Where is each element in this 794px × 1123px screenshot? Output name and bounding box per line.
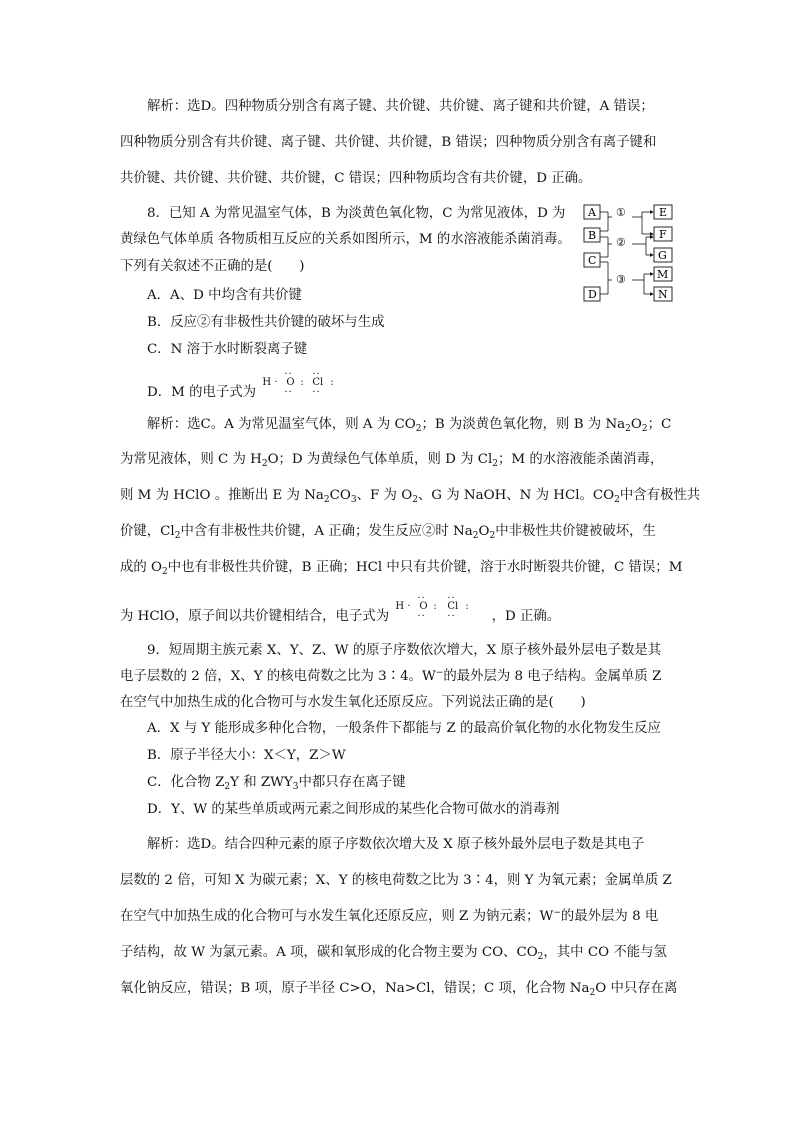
reaction-1-lines	[600, 212, 653, 234]
q9-option-d: D．Y、W 的某些单质或两元素之间形成的某些化合物可做水的消毒剂	[147, 802, 560, 817]
reaction-3-label: ③	[616, 273, 626, 286]
q9-stem-1: 9．短周期主族元素 X、Y、Z、W 的原子序数依次增大，X 原子核外最外层电子数是其	[147, 643, 662, 658]
reaction-2-label: ②	[616, 236, 626, 249]
q9-stem-2: 电子层数的 2 倍，X、Y 的核电荷数之比为 3∶4。W−的最外层为 8 电子结构。金属单质 Z	[120, 668, 662, 684]
node-b-label: B	[588, 229, 597, 242]
a8-line-5: 成的 $O_2$中也有非极性共价键，B 正确；HCl 中只有共价键，溶于水时断裂共价键，C 错误；M	[120, 560, 683, 577]
q8-stem-2: 黄绿色气体单质 各物质相互反应的关系如图所示，M 的水溶液能杀菌消毒。	[120, 232, 571, 247]
a9-line-2: 层数的 2 倍，可知 X 为碳元素；X、Y 的核电荷数之比为 3∶4，则 Y 为氧元素；金属单质 Z	[120, 873, 672, 888]
a8-line-3: 则 M 为 HClO 。推断出 E 为 $Na_2CO_3$、F 为 $O_2$、G 为 NaOH、N 为 HCl。$CO_2$中含有极性共	[120, 488, 701, 505]
q8-option-b: B．反应②有非极性共价键的破坏与生成	[147, 315, 385, 330]
analysis-line-2: 四种物质分别含有共价键、离子键、共价键、共价键，B 错误；四种物质分别含有离子键和	[120, 135, 657, 150]
q9-option-b: B．原子半径大小：X＜Y，Z＞W	[147, 748, 346, 763]
reaction-flow-svg	[582, 204, 682, 304]
reaction-3-lines	[600, 262, 653, 294]
q8-stem-3: 下列有关叙述不正确的是( )	[120, 259, 305, 274]
q9-stem-3: 在空气中加热生成的化合物可与水发生氧化还原反应。下列说法正确的是( )	[120, 695, 586, 710]
reaction-2-lines	[600, 237, 653, 257]
q8-option-d-text: D．M 的电子式为	[147, 385, 257, 400]
q8-option-c: C．N 溶于水时断裂离子键	[147, 342, 308, 357]
hclo-lewis-structure: H · ·· O ·· : ·· Cl : ··	[262, 369, 335, 398]
analysis-line-1: 解析：选D。四种物质分别含有离子键、共价键、共价键、离子键和共价键，A 错误；	[147, 99, 654, 114]
node-d-label: D	[588, 288, 597, 301]
q8-option-a: A．A、D 中均含有共价键	[147, 288, 302, 303]
lewis-cl: Cl	[312, 377, 324, 388]
reaction-1-label: ①	[616, 206, 626, 219]
q9-option-c: C．化合物 $Z_2Y$ 和 $ZWY_3$中都只存在离子键	[147, 775, 406, 792]
node-c-label: C	[588, 254, 597, 267]
a8-line-1: 解析：选C。A 为常见温室气体，则 A 为 $CO_2$；B 为淡黄色氧化物，则 B 为 $Na_2O_2$；C	[147, 417, 672, 434]
q8-stem-1: 8．已知 A 为常见温室气体，B 为淡黄色氧化物，C 为常见液体，D 为	[147, 206, 566, 221]
analysis-line-3: 共价键、共价键、共价键、共价键，C 错误；四种物质均含有共价键，D 正确。	[120, 171, 592, 186]
hclo-lewis-structure-2: H · ·· O ·· : ·· Cl : ··	[395, 593, 470, 622]
node-a-label: A	[588, 206, 596, 219]
a9-line-3: 在空气中加热生成的化合物可与水发生氧化还原反应，则 Z 为钠元素；W−的最外层为 8 电	[120, 908, 659, 924]
a8-line-6: 为 HClO，原子间以共价键相结合，电子式为 H · ·· O ·· : ·· Cl : ·· ，D 正确。	[120, 593, 561, 624]
lewis-o: O	[286, 377, 295, 388]
node-n-label: N	[658, 288, 668, 301]
reaction-flow-diagram	[582, 204, 682, 304]
a9-line-5: 氧化钠反应，错误；B 项，原子半径 C>O，Na>Cl，错误；C 项，化合物 $Na_2O$ 中只存在离	[120, 981, 678, 998]
node-f-label: F	[659, 228, 667, 241]
a8-line-4: 价键，$Cl_2$中含有非极性共价键，A 正确；发生反应②时 $Na_2O_2$中非极性共价键被破坏，生	[120, 524, 656, 541]
node-g-label: G	[658, 249, 667, 262]
q8-option-d	[147, 369, 350, 402]
node-m-label: M	[657, 268, 669, 281]
lewis-h: H	[262, 377, 272, 388]
a8-line-2: 为常见液体，则 C 为 $H_2O$；D 为黄绿色气体单质，则 D 为 $Cl_2$；M 的水溶液能杀菌消毒，	[120, 452, 664, 469]
a9-line-1: 解析：选D。结合四种元素的原子序数依次增大及 X 原子核外最外层电子数是其电子	[147, 837, 645, 852]
q9-option-a: A．X 与 Y 能形成多种化合物，一般条件下都能与 Z 的最高价氧化物的水化物发生反应	[147, 721, 661, 736]
a9-line-4: 子结构，故 W 为氯元素。A 项，碳和氧形成的化合物主要为 CO、$CO_2$，其中 CO 不能与氢	[120, 945, 667, 962]
node-e-label: E	[659, 206, 668, 219]
